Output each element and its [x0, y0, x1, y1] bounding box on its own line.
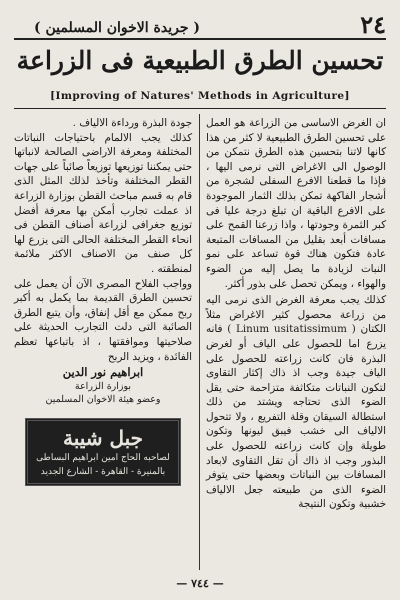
- column-divider: [199, 114, 200, 570]
- ad-title: جبل شيبة: [62, 426, 144, 451]
- page-footer: — ٧٤٤ —: [176, 577, 224, 590]
- article-title: تحسين الطرق الطبيعية فى الزراعة: [16, 46, 384, 75]
- article-subtitle: [Improving of Natures' Methods in Agriculture]: [50, 90, 350, 102]
- author-name: ابراهيم نور الدين: [62, 365, 144, 380]
- left-paragraph-2: كذلك يجب الالمام باحتياجات النباتات المختلفة ومعرفة الاراضى الصالحة لانباتها حتى يمكننا توزيعها توزيعاً صائباً على جهات القطر المختلفة وتأخذ لذلك المثل الذى قام به قسم مباحث القطن بوزارة الزراعة اذ عملت تجارب أمكن بها معرفة أفضل توزيع جغرافى لزراعة أصناف القطن فى انحاء القطر المختلفة الحالى التى يزرع لها كل صنف من الاصناف الاكثر ملائمة لمنطقته .: [14, 131, 192, 275]
- right-paragraph-1: ان الغرض الاساسى من الزراعة هو العمل على تحسين الطرق الطبيعية لا كثر من هذا كانها لاتنا بتحسين هذه الطرق نتمكن من الوصول الى الاغراض التى نرمى اليها ، فإذا ما قطعنا الافرع السفلى لشجرة من أشجار الفاكهة تمكن بذلك الثمار الموجودة على الافرع الباقية ان تبلغ درجة عليا فى كبر الثمرة وجودتها ، واذا زرعنا القمح على مسافات أبعد بقليل من المسافات المتبعة عادة فتكون هناك قوة تساعد على نمو النبات لزيادة ما يصل إليه من الضوء والهواء ، ويمكن تحصل على بذور أكثر.: [206, 117, 386, 290]
- page-number: ٢٤: [360, 10, 386, 39]
- header-rule: [14, 38, 386, 40]
- right-paragraph-2: كذلك يجب معرفة الغرض الذى نرمى اليه من زراعة محصول كثير الاغراض مثلاً الكتان ( Linum usitatissimum ) فانه يزرع اما للحصول على الياف أو لغرض البذرة فان كانت زراعته للحصول على الياف جيدة وجب اذ ذاك إكثار التقاوى لتكون النباتات متكاثفة متزاحمة حتى يقل الضوء الذى تحتاجه ويشتد من ذلك استطالة السيقان وقلة التفريع ، ولا تتحول الالياف الى خشب فيبق ليونها وتكون طويلة وإن كانت زراعته للحصول على البذور وجب اذ ذاك أن تقل التقاوى لابعاد المسافات بين النباتات وبعضها حتى يتوفر الضوء الذى من طبيعته جعل الالياف خشبية وتكون النتيجة: [206, 294, 386, 511]
- left-column: [14, 116, 192, 486]
- author-title-2: وعضو هيئة الاخوان المسلمين: [45, 394, 161, 406]
- right-column: [206, 116, 386, 512]
- ad-line-1: لصاحبه الحاج امين ابراهيم البساطى: [36, 453, 170, 464]
- author-signature: [14, 364, 192, 406]
- author-title-1: بوزارة الزراعة: [74, 381, 132, 393]
- ad-line-2: بالمنيرة - القاهرة - الشارع الجديد: [40, 467, 166, 478]
- left-paragraph-1: جودة البذرة ورداءة الالياف .: [72, 117, 192, 129]
- running-head: ( جريدة الاخوان المسلمين ): [34, 20, 200, 36]
- left-paragraph-3: وواجب الفلاح المصرى الآن أن يعمل على تحسين الطرق القديمة بما يكمل به أكبر ربح ممكن مع أقل إنفاق، وأن يتبع الطرق الصائبة التى دلت التجارب الحديثة على صلاحيتها وموافقتها ، اذ باتباعها تعظم الفائدة ، ويزيد الربح: [14, 277, 192, 363]
- page-header: [14, 10, 386, 39]
- title-rule: [14, 108, 386, 109]
- advertisement: [25, 418, 181, 486]
